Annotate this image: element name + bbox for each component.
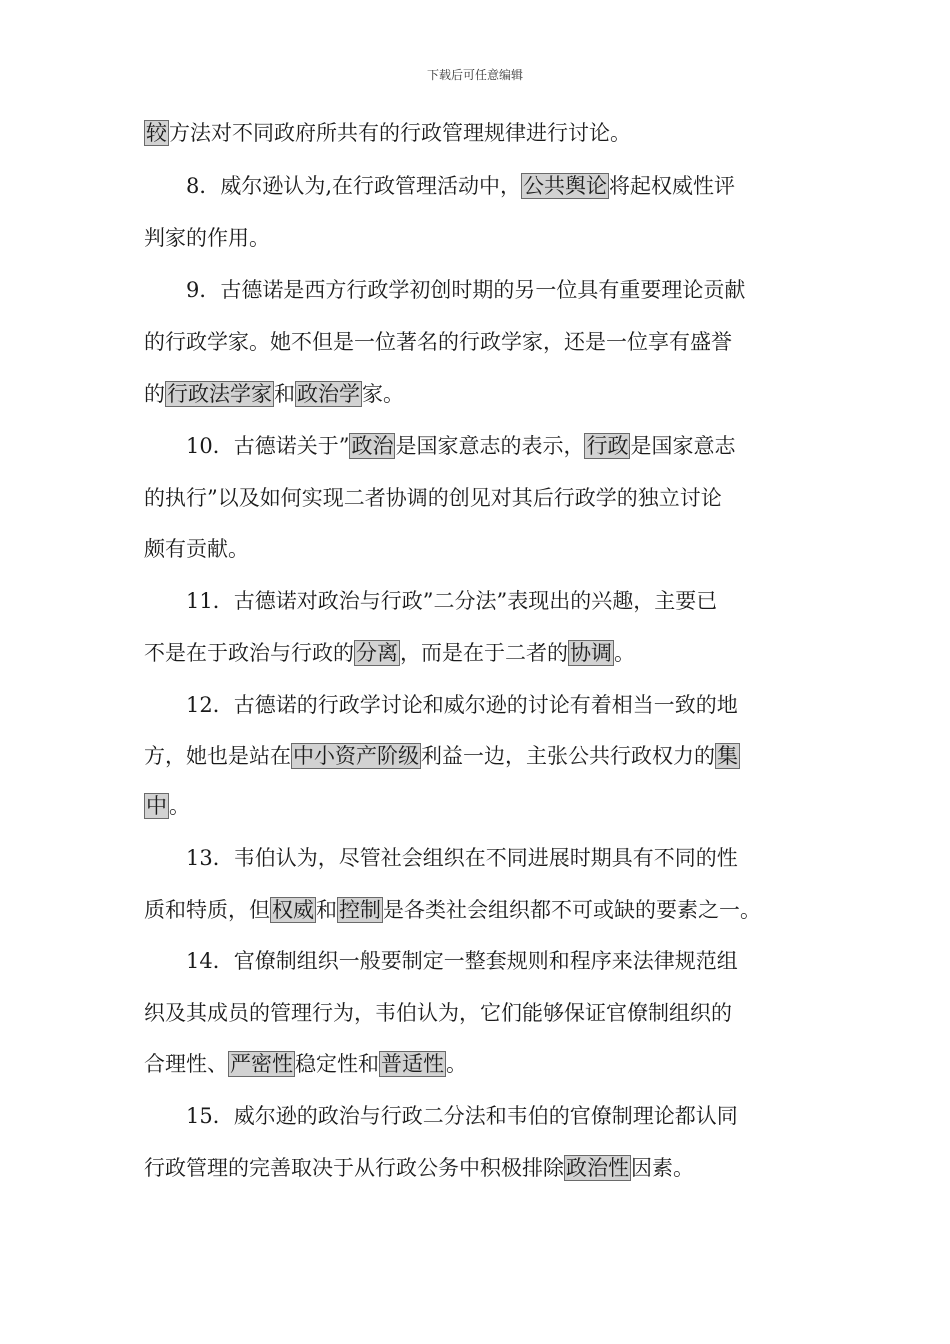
text-segment: 织及其成员的管理行为，韦伯认为，它们能够保证官僚制组织的: [144, 1001, 732, 1025]
text-line: [144, 329, 810, 355]
highlighted-term: 行政法学家: [167, 382, 272, 406]
highlighted-term: 公共舆论: [523, 174, 608, 198]
text-line: [144, 1155, 810, 1181]
page-header: 下载后可任意编辑: [426, 68, 523, 82]
text-segment: 15．威尔逊的政治与行政二分法和韦伯的官僚制理论都认同: [144, 1104, 738, 1128]
text-segment: 行政管理的完善取决于从行政公务中积极排除: [144, 1156, 564, 1180]
highlighted-term: 中: [146, 794, 167, 818]
text-segment: 和: [316, 898, 337, 922]
highlighted-term: 控制: [339, 898, 381, 922]
text-line: [144, 845, 810, 871]
text-segment: 将起权威性评: [609, 174, 736, 198]
text-line: [144, 1051, 810, 1077]
text-segment: 颇有贡献。: [144, 537, 249, 561]
text-line: [144, 120, 810, 146]
text-segment: 13．韦伯认为，尽管社会组织在不同进展时期具有不同的性: [144, 846, 738, 870]
text-segment: 8．威尔逊认为,在行政管理活动中，: [144, 174, 522, 198]
text-segment: 方法对不同政府所共有的行政管理规律进行讨论。: [169, 121, 631, 145]
text-segment: ，而是在于二者的: [400, 641, 568, 665]
highlighted-term: 普适性: [381, 1052, 444, 1076]
highlighted-term: 集: [717, 744, 738, 768]
text-segment: 的: [144, 382, 165, 406]
text-segment: 方，她也是站在: [144, 744, 291, 768]
text-segment: 。: [446, 1052, 467, 1076]
text-segment: 因素。: [631, 1156, 694, 1180]
text-line: [144, 640, 810, 666]
text-segment: 是各类社会组织都不可或缺的要素之一。: [383, 898, 761, 922]
highlighted-term: 严密性: [230, 1052, 293, 1076]
text-line: [144, 277, 810, 303]
text-segment: 和: [274, 382, 295, 406]
text-line: [144, 793, 810, 819]
text-segment: 是国家意志的表示，: [395, 434, 585, 458]
text-segment: 是国家意志: [630, 434, 736, 458]
text-segment: 14．官僚制组织一般要制定一整套规则和程序来法律规范组: [144, 949, 738, 973]
highlighted-term: 较: [146, 121, 167, 145]
text-line: [144, 485, 810, 511]
text-segment: 9．古德诺是西方行政学初创时期的另一位具有重要理论贡献: [144, 278, 746, 302]
text-segment: 12．古德诺的行政学讨论和威尔逊的讨论有着相当一致的地: [144, 693, 738, 717]
highlighted-term: 政治性: [566, 1156, 629, 1180]
highlighted-term: 中小资产阶级: [293, 744, 419, 768]
text-segment: 10．古德诺关于”: [144, 434, 350, 458]
text-line: [144, 381, 810, 407]
text-segment: 判家的作用。: [144, 226, 270, 250]
text-line: [144, 692, 810, 718]
text-segment: 。: [169, 794, 190, 818]
text-line: [144, 1000, 810, 1026]
text-segment: 合理性、: [144, 1052, 228, 1076]
text-line: [144, 1103, 810, 1129]
highlighted-term: 政治: [351, 434, 394, 458]
highlighted-term: 权威: [272, 898, 314, 922]
text-line: [144, 897, 810, 923]
text-line: [144, 173, 810, 199]
text-segment: 。: [614, 641, 635, 665]
text-segment: 不是在于政治与行政的: [144, 641, 354, 665]
highlighted-term: 分离: [356, 641, 398, 665]
text-segment: 11．古德诺对政治与行政”二分法”表现出的兴趣，主要已: [144, 589, 718, 613]
text-line: [144, 948, 810, 974]
text-segment: 稳定性和: [295, 1052, 379, 1076]
text-segment: 的执行”以及如何实现二者协调的创见对其后行政学的独立讨论: [144, 486, 722, 510]
text-segment: 质和特质，但: [144, 898, 270, 922]
text-segment: 家。: [362, 382, 404, 406]
text-line: [144, 536, 810, 562]
text-line: [144, 433, 810, 459]
highlighted-term: 协调: [570, 641, 612, 665]
text-line: [144, 588, 810, 614]
text-segment: 利益一边，主张公共行政权力的: [421, 744, 715, 768]
text-line: [144, 743, 810, 769]
highlighted-term: 政治学: [297, 382, 360, 406]
text-line: [144, 225, 810, 251]
highlighted-term: 行政: [586, 434, 629, 458]
text-segment: 的行政学家。她不但是一位著名的行政学家，还是一位享有盛誉: [144, 330, 732, 354]
